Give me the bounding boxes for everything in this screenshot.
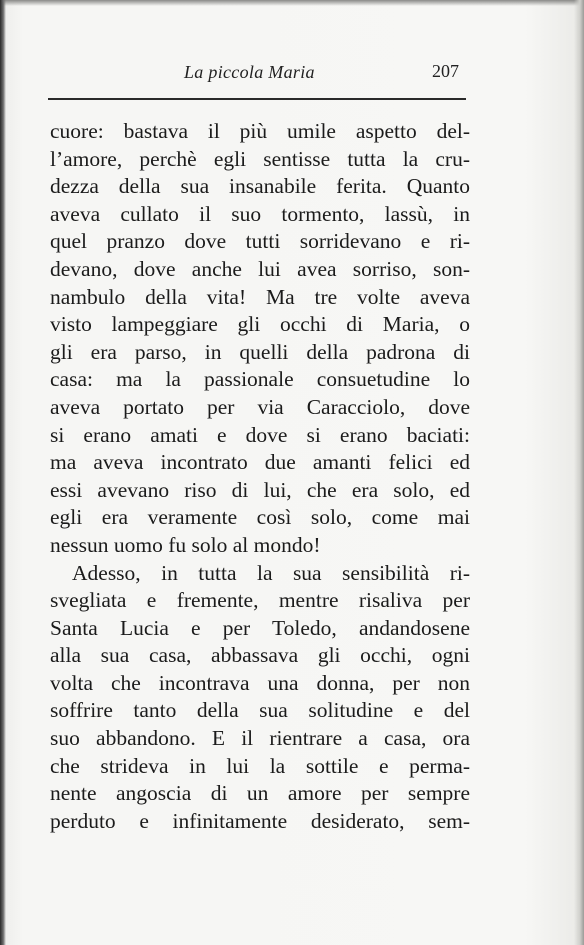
header-rule: [48, 98, 466, 100]
text-line: aveva portato per via Caracciolo, dove: [50, 394, 470, 419]
body-text: [50, 118, 470, 835]
page-top-edge: [0, 0, 584, 6]
text-line: quel pranzo dove tutti sorridevano e ri-: [50, 229, 470, 254]
text-line: casa: ma la passionale consuetudine lo: [50, 367, 470, 392]
text-line: cuore: bastava il più umile aspetto del-: [50, 119, 470, 143]
page-number: 207: [432, 61, 459, 81]
running-title: La piccola Maria: [184, 62, 315, 82]
text-line: nessun uomo fu solo al mondo!: [50, 532, 321, 557]
text-line: aveva cullato il suo tormento, lassù, in: [50, 201, 470, 226]
text-line: l’amore, perchè egli sentisse tutta la cru-: [50, 146, 470, 171]
text-line: svegliata e fremente, mentre risaliva per: [50, 588, 470, 613]
text-line: soffrire tanto della sua solitudine e del: [50, 698, 470, 723]
text-line: Adesso, in tutta la sua sensibilità ri-: [72, 560, 470, 585]
text-line: che strideva in lui la sottile e perma-: [50, 753, 470, 778]
page-outer-edge: [574, 0, 584, 945]
text-line: dezza della sua insanabile ferita. Quanto: [50, 174, 470, 199]
text-line: nambulo della vita! Ma tre volte aveva: [50, 284, 470, 309]
paragraph-1: [50, 118, 470, 560]
paragraph-2: [50, 560, 470, 836]
text-line: perduto e infinitamente desiderato, sem-: [50, 808, 470, 833]
text-line: si erano amati e dove si erano baciati:: [50, 422, 470, 447]
text-line: essi avevano riso di lui, che era solo, ed: [50, 477, 470, 502]
text-line: devano, dove anche lui avea sorriso, son-: [50, 256, 470, 281]
text-line: egli era veramente così solo, come mai: [50, 505, 470, 530]
text-line: suo abbandono. E il rientrare a casa, ora: [50, 726, 470, 751]
text-line: ma aveva incontrato due amanti felici ed: [50, 450, 470, 475]
text-line: volta che incontrava una donna, per non: [50, 670, 470, 695]
text-line: nente angoscia di un amore per sempre: [50, 781, 470, 806]
text-line: Santa Lucia e per Toledo, andandosene: [50, 615, 470, 640]
text-line: visto lampeggiare gli occhi di Maria, o: [50, 312, 470, 337]
text-line: alla sua casa, abbassava gli occhi, ogni: [50, 643, 470, 668]
text-line: gli era parso, in quelli della padrona di: [50, 339, 470, 364]
page-binding-edge: [0, 0, 6, 945]
running-head: [0, 58, 584, 88]
